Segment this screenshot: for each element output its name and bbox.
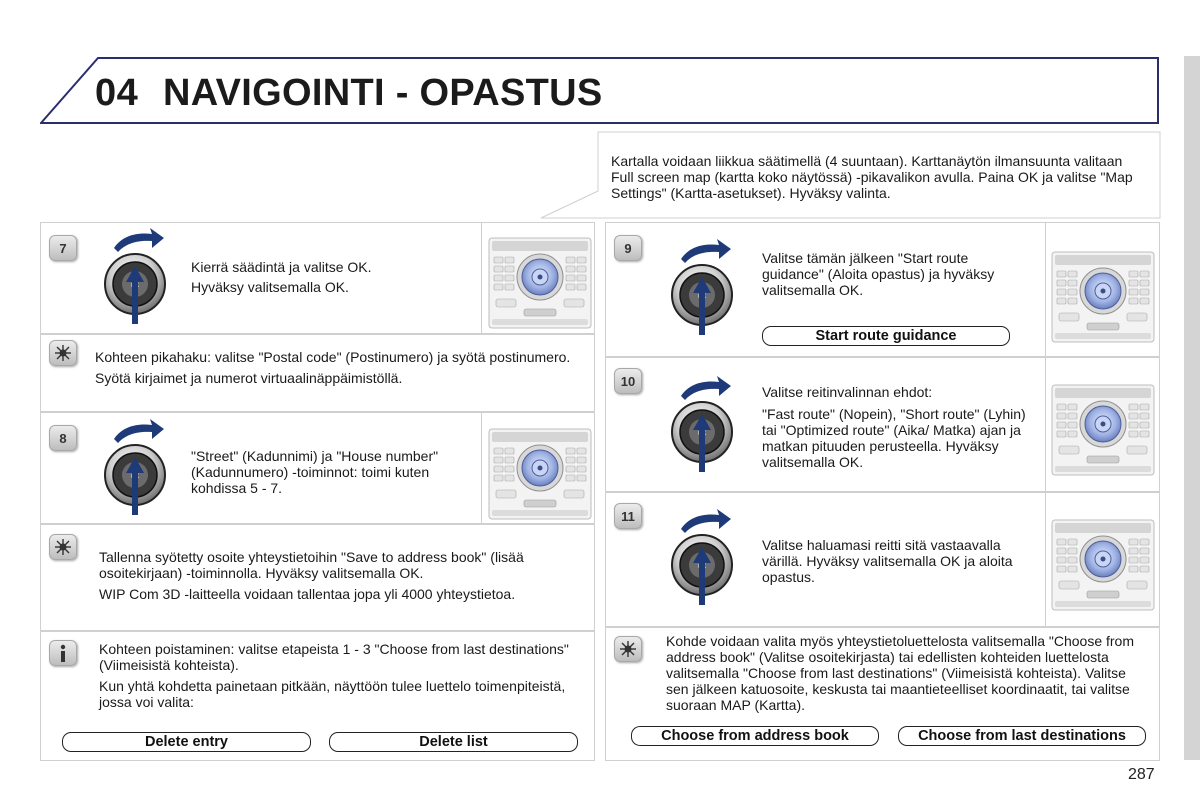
chapter-number: 04 <box>95 72 139 114</box>
step-9-badge: 9 <box>614 235 642 261</box>
intro-callout-text: Kartalla voidaan liikkua säätimellä (4 suuntaan). Karttanäytön ilmansuunta valitaan Full screen map (kartta koko näytössä) -pikavalikon avulla. Paina OK ja valitse "Map Settings" (Kartta-asetukset). Hyväksy valinta. <box>611 153 1133 201</box>
step-9-divider <box>1045 222 1046 357</box>
step-10-line-1: Valitse reitinvalinnan ehdot: <box>762 384 933 400</box>
rotary-knob-icon <box>669 507 735 607</box>
radio-unit-icon <box>1051 384 1155 476</box>
delete-list-button[interactable]: Delete list <box>329 732 578 752</box>
radio-unit-icon <box>1051 519 1155 611</box>
info-delete-line-1: Kohteen poistaminen: valitse etapeista 1 - 3 "Choose from last destinations" (Viimeisistä kohteista). <box>99 641 569 673</box>
step-8-badge: 8 <box>49 425 77 451</box>
tip-save-line-2: WIP Com 3D -laitteella voidaan tallentaa jopa yli 4000 yhteystietoa. <box>99 586 516 602</box>
radio-unit-icon <box>1051 251 1155 343</box>
rotary-knob-icon <box>669 374 735 474</box>
choose-from-address-book-button[interactable]: Choose from address book <box>631 726 879 746</box>
step-7-divider <box>481 222 482 334</box>
step-8-text: "Street" (Kadunnimi) ja "House number" (Kadunnumero) -toiminnot: toimi kuten kohdissa 5 - 7. <box>191 448 439 496</box>
tip-postal-text <box>95 349 575 386</box>
rotary-knob-icon <box>102 226 168 326</box>
step-7-line-1: Kierrä säädintä ja valitse OK. <box>191 259 372 275</box>
chapter-title: NAVIGOINTI - OPASTUS <box>163 72 603 114</box>
radio-unit-icon <box>488 428 592 520</box>
step-11-text: Valitse haluamasi reitti sitä vastaavalla värillä. Hyväksy valitsemalla OK ja aloita opastus. <box>762 537 1013 585</box>
tip-save-text <box>99 549 584 602</box>
tip-sun-icon <box>614 636 642 662</box>
step-10-text <box>762 384 1032 470</box>
info-delete-line-2: Kun yhtä kohdetta painetaan pitkään, näyttöön tulee luettelo toimenpiteistä, jossa voi valita: <box>99 678 566 710</box>
step-7-badge: 7 <box>49 235 77 261</box>
rotary-knob-icon <box>669 237 735 337</box>
tip-postal-line-2: Syötä kirjaimet ja numerot virtuaalinäppäimistöllä. <box>95 370 403 386</box>
start-route-guidance-button[interactable]: Start route guidance <box>762 326 1010 346</box>
info-delete-text <box>99 641 579 710</box>
rotary-knob-icon <box>102 417 168 517</box>
info-icon <box>49 640 77 666</box>
step-10-divider <box>1045 357 1046 492</box>
radio-unit-icon <box>488 237 592 329</box>
delete-entry-button[interactable]: Delete entry <box>62 732 311 752</box>
tip-address-text: Kohde voidaan valita myös yhteystietoluettelosta valitsemalla "Choose from address book" (Valitse osoitekirjasta) tai edellisten kohteiden luettelosta valitsemalla "Choose from last destinations" (Viimeisistä kohteista). Valitse sen jälkeen katuosoite, keskusta tai maantieteelliset koordinaatit, tai valitse suoraan MAP (Kartta). <box>666 633 1134 713</box>
tip-save-line-1: Tallenna syötetty osoite yhteystietoihin "Save to address book" (lisää osoitekirjaan) -toiminnolla. Hyväksy valitsemalla OK. <box>99 549 524 581</box>
step-11-badge: 11 <box>614 503 642 529</box>
step-10-line-2: "Fast route" (Nopein), "Short route" (Lyhin) tai "Optimized route" (Aika/ Matka) ajan ja matkan pituuden perusteella. Hyväksy valitsemalla OK. <box>762 406 1026 470</box>
step-10-badge: 10 <box>614 368 642 394</box>
page-number: 287 <box>1128 766 1155 783</box>
chapter-side-strip <box>1184 56 1200 760</box>
tip-sun-icon <box>49 534 77 560</box>
step-7-text <box>191 259 471 295</box>
step-8-divider <box>481 412 482 524</box>
step-11-divider <box>1045 492 1046 627</box>
step-7-line-2: Hyväksy valitsemalla OK. <box>191 279 349 295</box>
choose-from-last-destinations-button[interactable]: Choose from last destinations <box>898 726 1146 746</box>
tip-sun-icon <box>49 340 77 366</box>
step-9-text: Valitse tämän jälkeen "Start route guidance" (Aloita opastus) ja hyväksy valitsemalla OK. <box>762 250 995 298</box>
tip-postal-line-1: Kohteen pikahaku: valitse "Postal code" (Postinumero) ja syötä postinumero. <box>95 349 571 365</box>
